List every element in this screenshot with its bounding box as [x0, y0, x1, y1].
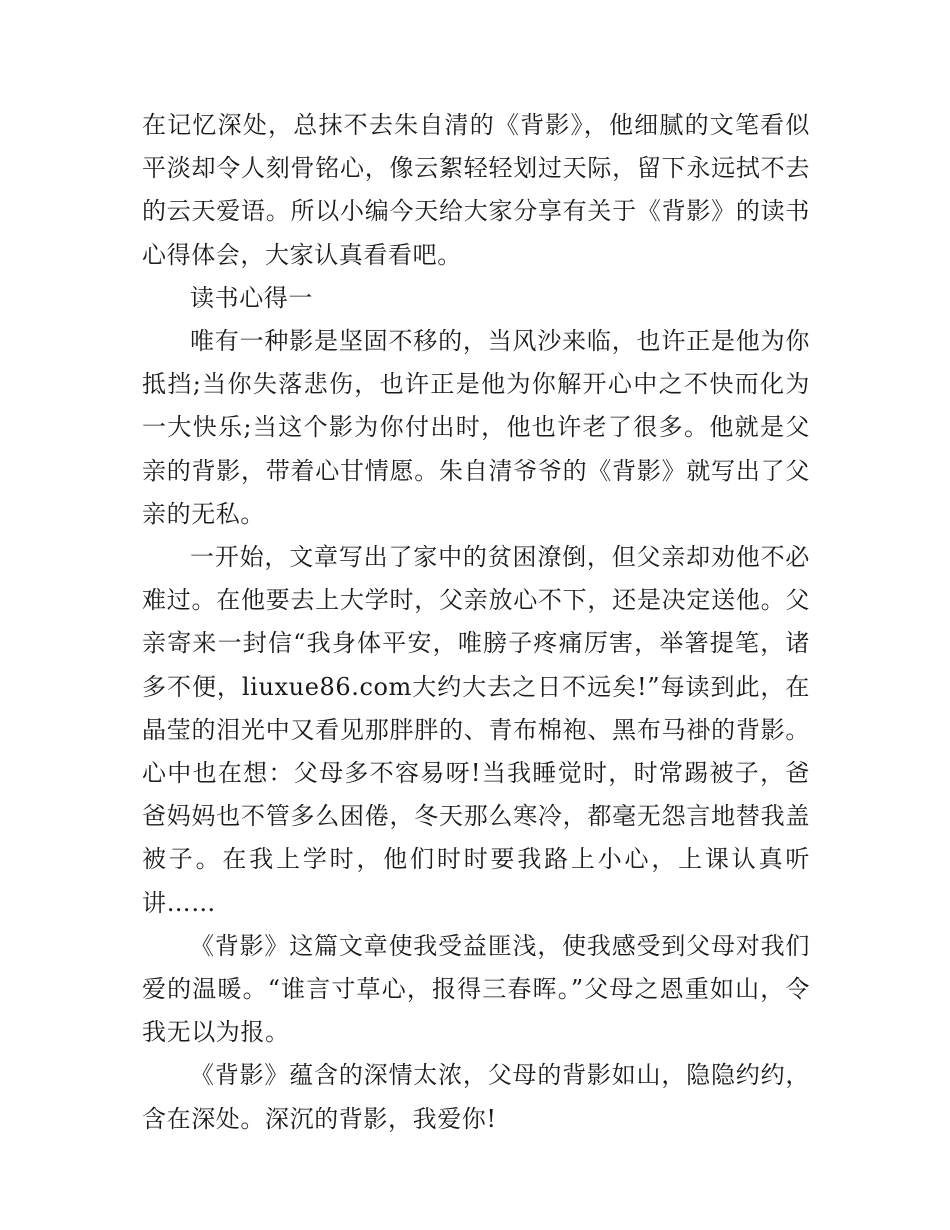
body-paragraph-3: 《背影》这篇文章使我受益匪浅，使我感受到父母对我们爱的温暖。“谁言寸草心，报得三春晖。”父母之恩重如山，令我无以为报。	[142, 931, 810, 1047]
intro-paragraph: 在记忆深处，总抹不去朱自清的《背影》，他细腻的文笔看似平淡却令人刻骨铭心，像云絮轻轻划过天际，留下永远拭不去的云天爱语。所以小编今天给大家分享有关于《背影》的读书心得体会，大家认真看看吧。	[142, 111, 810, 269]
document-body	[142, 104, 810, 1141]
body-paragraph-4: 《背影》蕴含的深情太浓，父母的背影如山，隐隐约约，含在深处。深沉的背影，我爱你!	[142, 1061, 810, 1133]
section-title: 读书心得一	[190, 283, 313, 312]
body-paragraph-1: 唯有一种影是坚固不移的，当风沙来临，也许正是他为你抵挡;当你失落悲伤，也许正是他为你解开心中之不快而化为一大快乐;当这个影为你付出时，他也许老了很多。他就是父亲的背影，带着心甘情愿。朱自清爷爷的《背影》就写出了父亲的无私。	[142, 327, 810, 528]
body-paragraph-2: 一开始，文章写出了家中的贫困潦倒，但父亲却劝他不必难过。在他要去上大学时，父亲放心不下，还是决定送他。父亲寄来一封信“我身体平安，唯膀子疼痛厉害，举箸提笔，诸多不便，liuxue86.com大约大去之日不远矣!”每读到此，在晶莹的泪光中又看见那胖胖的、青布棉袍、黑布马褂的背影。心中也在想：父母多不容易呀!当我睡觉时，时常踢被子，爸爸妈妈也不管多么困倦，冬天那么寒冷，都毫无怨言地替我盖被子。在我上学时，他们时时要我路上小心，上课认真听讲……	[142, 543, 810, 917]
